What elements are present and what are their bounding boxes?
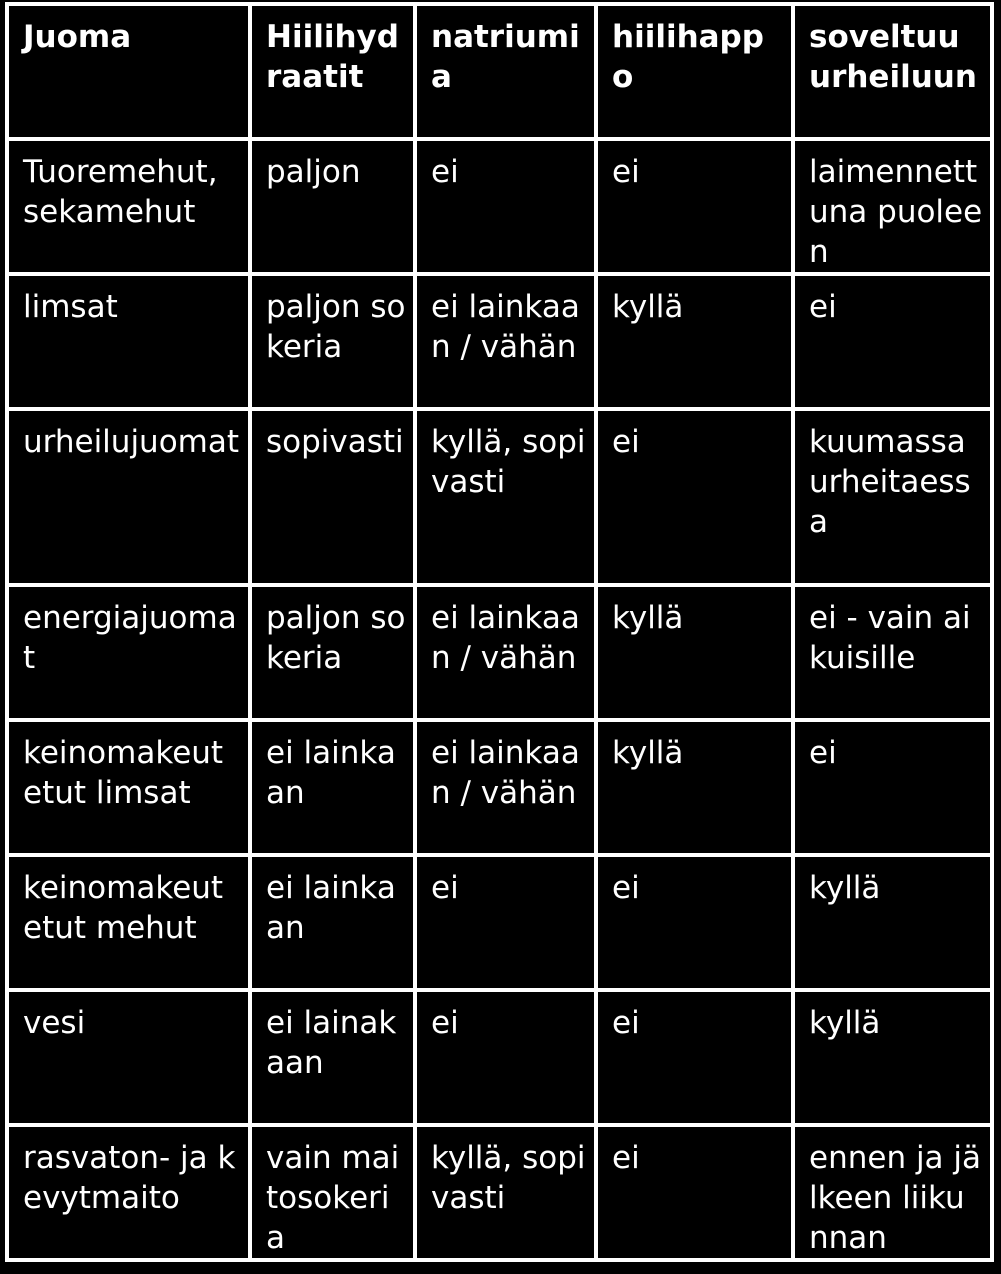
table-cell: ei - vain aikuisille [793, 585, 992, 720]
table-cell: ei lainkaan / vähän [415, 274, 596, 409]
table-cell: ei [415, 855, 596, 990]
table-cell: ei [596, 409, 793, 585]
header-cell-natriumia: natriumia [415, 4, 596, 139]
table-row [7, 139, 992, 274]
table-cell: kyllä [596, 274, 793, 409]
table-cell: ei lainkaan [250, 720, 415, 855]
table-cell: ei [596, 855, 793, 990]
header-cell-hiilihappo: hiilihappo [596, 4, 793, 139]
table-cell: ei lainkaan / vähän [415, 720, 596, 855]
table-cell: paljon sokeria [250, 274, 415, 409]
table-cell: kyllä [596, 585, 793, 720]
table-row [7, 274, 992, 409]
table-cell: kyllä, sopivasti [415, 409, 596, 585]
table-cell: ei [596, 1125, 793, 1260]
table-cell: ei [415, 139, 596, 274]
table-header-row [7, 4, 992, 139]
table-row [7, 990, 992, 1125]
table-cell: ei [793, 720, 992, 855]
table-cell: ei lainkaan [250, 855, 415, 990]
table-cell: ei lainkaan / vähän [415, 585, 596, 720]
header-cell-juoma: Juoma [7, 4, 250, 139]
table-row [7, 855, 992, 990]
table-cell: ennen ja jälkeen liikunnan [793, 1125, 992, 1260]
table-cell: kyllä, sopivasti [415, 1125, 596, 1260]
table-cell: laimennettuna puoleen [793, 139, 992, 274]
table-cell: kuumassa urheitaessa [793, 409, 992, 585]
table-cell: vain maitosokeria [250, 1125, 415, 1260]
table-row [7, 1125, 992, 1260]
header-cell-soveltuu-urheiluun: soveltuu urheiluun [793, 4, 992, 139]
table-cell: ei [596, 139, 793, 274]
drinks-table [5, 2, 994, 1262]
table-cell: kyllä [793, 990, 992, 1125]
table-row [7, 720, 992, 855]
header-cell-hiilihydraatit: Hiilihydraatit [250, 4, 415, 139]
table-cell: paljon sokeria [250, 585, 415, 720]
table-cell: vesi [7, 990, 250, 1125]
table-cell: ei [415, 990, 596, 1125]
table-cell: ei [596, 990, 793, 1125]
table-cell: ei lainakaan [250, 990, 415, 1125]
table-cell: energiajuomat [7, 585, 250, 720]
drinks-table-container [5, 2, 990, 1261]
table-cell: ei [793, 274, 992, 409]
table-cell: kyllä [596, 720, 793, 855]
table-cell: kyllä [793, 855, 992, 990]
table-row [7, 585, 992, 720]
table-row [7, 409, 992, 585]
table-cell: rasvaton- ja kevytmaito [7, 1125, 250, 1260]
table-cell: paljon [250, 139, 415, 274]
table-cell: limsat [7, 274, 250, 409]
table-cell: Tuoremehut, sekamehut [7, 139, 250, 274]
table-cell: urheilujuomat [7, 409, 250, 585]
table-cell: sopivasti [250, 409, 415, 585]
table-cell: keinomakeutetut mehut [7, 855, 250, 990]
table-cell: keinomakeutetut limsat [7, 720, 250, 855]
